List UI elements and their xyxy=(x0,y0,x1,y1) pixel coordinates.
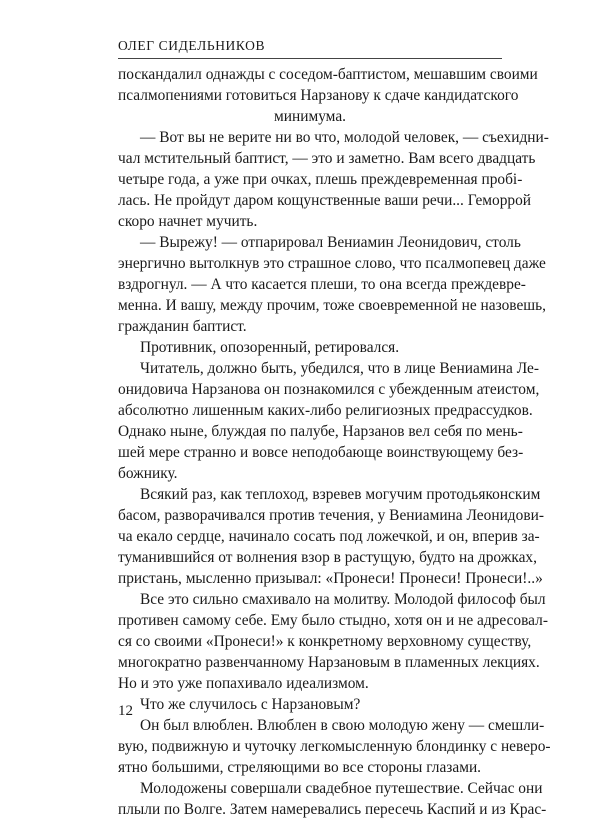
text-line: пристань, мысленно призывал: «Пронеси! Пронеси! Пронеси!..» xyxy=(118,570,543,587)
text-line: скоро начнет мучить. xyxy=(118,213,258,230)
text-line: Но и это уже попахивало идеализмом. xyxy=(118,675,369,692)
text-line: многократно развенчанному Нарзановым в пламенных лекциях. xyxy=(118,654,540,671)
text-line: — Вырежу! — отпарировал Вениамин Леонидович, столь xyxy=(140,234,521,251)
header-rule xyxy=(118,58,502,59)
text-line: ча екало сердце, начинало сосать под ложечкой, и он, вперив за- xyxy=(118,528,540,545)
text-line: вздрогнул. — А что касается плеши, то она всегда преждевре- xyxy=(118,276,526,293)
text-line: басом, разворачивался против течения, у Вениамина Леонидови- xyxy=(118,507,544,524)
text-line: четыре года, а уже при очках, плешь преждевременная пробі- xyxy=(118,171,523,188)
text-line: гражданин баптист. xyxy=(118,318,247,335)
text-line: Он был влюблен. Влюблен в свою молодую жену — смешли- xyxy=(140,717,545,734)
text-line: плыли по Волге. Затем намеревались пересечь Каспий и из Крас- xyxy=(118,801,547,818)
text-line: противен самому себе. Ему было стыдно, хотя он и не адресовал- xyxy=(118,612,548,629)
text-line: Все это сильно смахивало на молитву. Молодой философ был xyxy=(140,591,546,608)
text-line: минимума. xyxy=(274,108,346,125)
text-line: менна. И вашу, между прочим, тоже своевременной не назовешь, xyxy=(118,297,547,314)
text-line: Всякий раз, как теплоход, взревев могучим протодьяконским xyxy=(140,486,541,503)
text-line: энергично вытолкнув это страшное слово, что псалмопевец даже xyxy=(118,255,546,272)
text-line: чал мстительный баптист, — это и заметно. Вам всего двадцать xyxy=(118,150,536,167)
text-line: Что же случилось с Нарзановым? xyxy=(140,696,361,713)
text-line: Читатель, должно быть, убедился, что в лице Вениамина Ле- xyxy=(140,360,539,377)
text-line: онидовича Нарзанова он познакомился с убежденным атеистом, xyxy=(118,381,540,398)
text-line: — Вот вы не верите ни во что, молодой человек, — съехидни- xyxy=(140,129,549,146)
text-line: вую, подвижную и чуточку легкомысленную блондинку с неверо- xyxy=(118,738,551,755)
text-line: божнику. xyxy=(118,465,178,482)
text-line: ятно большими, стреляющими во все стороны глазами. xyxy=(118,759,482,776)
text-line: лась. Не пройдут даром кощунственные ваши речи... Геморрой xyxy=(118,192,532,209)
text-line: шей мере странно и вовсе неподобающе воинствующему без- xyxy=(118,444,524,461)
text-line: абсолютно лишенным каких-либо религиозных предрассудков. xyxy=(118,402,533,419)
text-line: ся со своими «Пронеси!» к конкретному верховному существу, xyxy=(118,633,532,650)
text-line: Молодожены совершали свадебное путешествие. Сейчас они xyxy=(140,780,543,797)
text-line: Противник, опозоренный, ретировался. xyxy=(140,339,400,356)
text-line: Однако ныне, блуждая по палубе, Нарзанов вел себя по мень- xyxy=(118,423,523,440)
page-number: 12 xyxy=(118,703,133,719)
text-line: туманившийся от волнения взор в растущую, будто на дрожках, xyxy=(118,549,537,566)
text-line: поскандалил однажды с соседом-баптистом, мешавшим своими xyxy=(118,66,538,83)
page-body xyxy=(118,64,551,820)
text-line: псалмопениями готовиться Нарзанову к сдаче кандидатского xyxy=(118,87,519,104)
running-header: ОЛЕГ СИДЕЛЬНИКОВ xyxy=(118,38,266,53)
